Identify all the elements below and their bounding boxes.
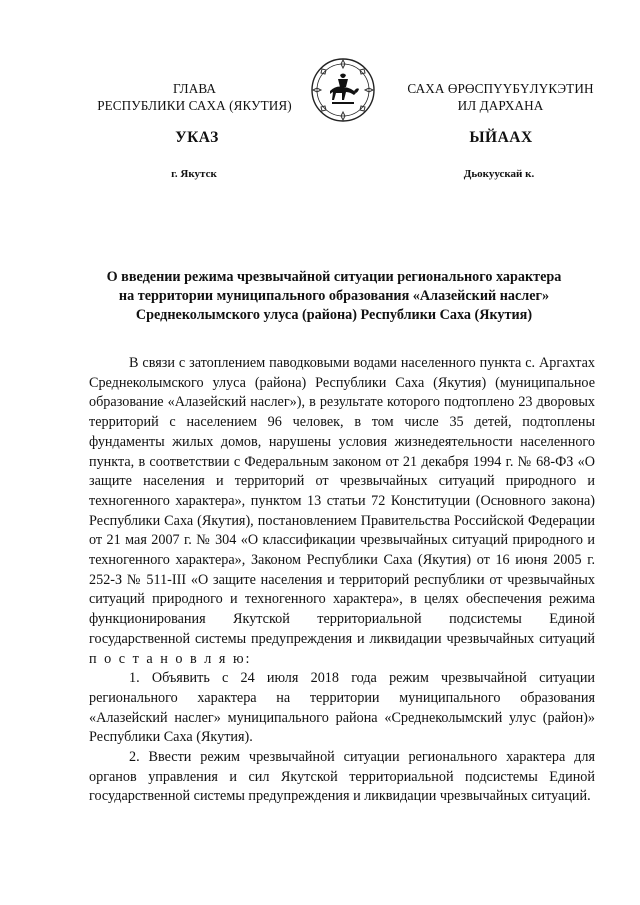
decree-title-line3: Среднеколымского улуса (района) Республики Саха (Якутия) [135, 307, 533, 323]
item-2: 2. Ввести режим чрезвычайной ситуации регионального характера для органов управления и сил Якутской территориальной подсистемы Единой государственной системы предупреждения и ликвидации чрезвычайных ситуаций. [89, 749, 595, 805]
preamble-paragraph [89, 354, 595, 669]
place-right: Дьокуускай к. [463, 168, 535, 180]
decree-title-line1: О введении режима чрезвычайной ситуации регионального характера [106, 269, 562, 285]
preamble-text: В связи с затоплением паводковыми водами населенного пункта с. Аргахтах Среднеколымского улуса (района) Республики Саха (Якутия) (муниципальное образование «Алазейский наслег»), в результате которого подтоплено 23 дворовых территорий с населением 96 человек, в том числе 35 детей, подтоплены фундаменты жилых домов, нарушены условия жизнедеятельности населенного пункта, в соответствии с Федеральным законом от 21 декабря 1994 г. № 68-ФЗ «О защите населения и территорий от чрезвычайных ситуаций природного и техногенного характера», пунктом 13 статьи 72 Конституции (Основного закона) Республики Саха (Якутия), постановлением Правительства Российской Федерации от 21 мая 2007 г. № 304 «О классификации чрезвычайных ситуаций природного и техногенного характера», Законом Республики Саха (Якутия) от 16 июня 2005 г. 252-З № 511-III «О защите населения и территорий республики от чрезвычайных ситуаций природного и техногенного характера», в целях обеспечения режима функционирования Якутской территориальной подсистемы Единой государственной системы предупреждения и ликвидации чрезвычайных ситуаций [89, 355, 595, 647]
doc-type-left: УКАЗ [175, 129, 219, 146]
decree-title-line2: на территории муниципального образования «Алазейский наслег» [118, 288, 550, 304]
item-1: 1. Объявить с 24 июля 2018 года режим чрезвычайной ситуации регионального характера на территории муниципального образования «Алазейский наслег» муниципального района «Среднеколымский улус (район)» Республики Саха (Якутия). [89, 670, 595, 746]
header-left-line2: РЕСПУБЛИКИ САХА (ЯКУТИЯ) [97, 98, 292, 113]
decree-body [89, 354, 595, 807]
doc-type-right: ЫЙААХ [469, 129, 533, 146]
place-left: г. Якутск [171, 168, 217, 180]
header-right-block [388, 80, 613, 114]
header-right-line2: ИЛ ДАРХАНА [457, 98, 544, 113]
coat-of-arms-icon [310, 57, 376, 123]
decree-keyword: п о с т а н о в л я ю: [89, 650, 252, 667]
decree-title [88, 268, 580, 325]
header-left-line1: ГЛАВА [172, 81, 217, 96]
header-left-block [82, 80, 307, 114]
header-right-line1: САХА ӨРӨСПҮҮБҮЛҮКЭТИН [407, 81, 594, 96]
